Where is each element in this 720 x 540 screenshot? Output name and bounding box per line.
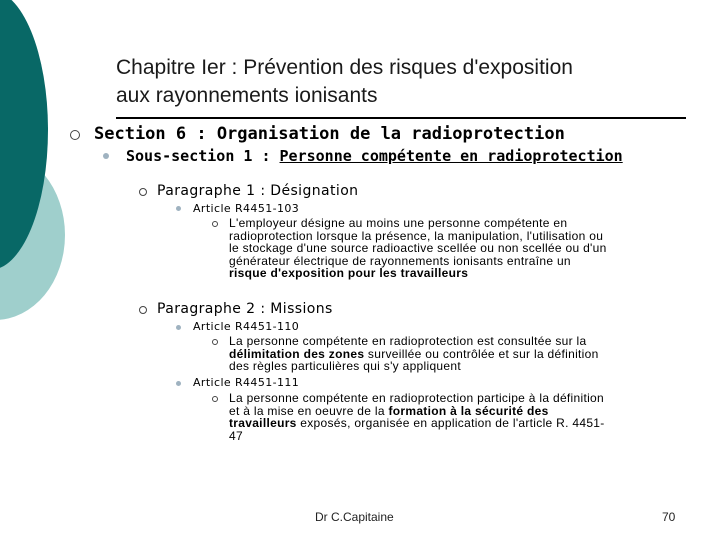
- decorative-sidebar-shapes: [0, 0, 80, 540]
- slide-title: [116, 54, 676, 110]
- subsection-title: Personne compétente en radioprotection: [279, 147, 623, 165]
- dot-bullet-icon: [176, 381, 181, 386]
- p1-line-1: L'employeur désigne au moins une personne compétente en: [229, 216, 568, 230]
- ring-bullet-icon: [139, 188, 147, 196]
- p1-line-2: radioprotection lorsque la présence, la manipulation, l'utilisation ou: [229, 228, 604, 243]
- a1-line-2-bold: délimitation des zones: [229, 346, 365, 361]
- a2-line-2-bold: formation à la sécurité des: [388, 403, 549, 418]
- section-heading: Section 6 : Organisation de la radioprotection: [94, 124, 565, 144]
- a2-line-1: La personne compétente en radioprotection participe à la définition: [229, 391, 605, 405]
- ring-bullet-icon: [212, 339, 218, 345]
- title-divider: [116, 117, 686, 119]
- ring-bullet-icon: [212, 221, 218, 227]
- paragraph2-heading: Paragraphe 2 : Missions: [157, 301, 333, 317]
- a2-line-3-bold: travailleurs: [229, 416, 297, 430]
- paragraph1-text: [229, 217, 607, 280]
- ring-bullet-icon: [70, 130, 80, 140]
- dot-bullet-icon: [176, 206, 181, 211]
- ring-bullet-icon: [212, 396, 218, 402]
- page-number: 70: [662, 510, 676, 524]
- a2-line-2-pre: et à la mise en oeuvre de la: [229, 403, 389, 418]
- subsection-prefix: Sous-section 1 :: [126, 147, 280, 165]
- subsection-heading: [126, 147, 623, 165]
- a1-line-1: La personne compétente en radioprotection est consultée sur la: [229, 334, 587, 348]
- a2-line-3: [229, 417, 605, 430]
- a2-line-4: 47: [229, 428, 243, 443]
- paragraph1-heading: Paragraphe 1 : Désignation: [157, 183, 359, 199]
- article1-text: [229, 335, 599, 373]
- dot-bullet-icon: [103, 153, 109, 159]
- title-line-2: aux rayonnements ionisants: [116, 84, 378, 107]
- paragraph2-article1: Article R4451-110: [193, 320, 300, 333]
- ring-bullet-icon: [139, 306, 147, 314]
- paragraph1-article: Article R4451-103: [193, 202, 300, 215]
- p1-line-4: générateur électrique de rayonnements ionisants entraîne un: [229, 253, 571, 268]
- p1-line-3: le stockage d'une source radioactive scellée ou non scellée ou d'un: [229, 241, 607, 255]
- article2-text: [229, 392, 605, 442]
- footer-author: Dr C.Capitaine: [315, 510, 394, 524]
- p1-line-5: risque d'exposition pour les travailleurs: [229, 266, 469, 280]
- a2-line-3-rest: exposés, organisée en application de l'article R. 4451-: [296, 416, 605, 430]
- dot-bullet-icon: [176, 325, 181, 330]
- paragraph2-article2: Article R4451-111: [193, 376, 300, 389]
- a1-line-3: des règles particulières qui s'y appliquent: [229, 359, 461, 373]
- title-line-1: Chapitre Ier : Prévention des risques d'exposition: [116, 56, 573, 79]
- a1-line-2-rest: surveillée ou contrôlée et sur la définition: [364, 346, 599, 361]
